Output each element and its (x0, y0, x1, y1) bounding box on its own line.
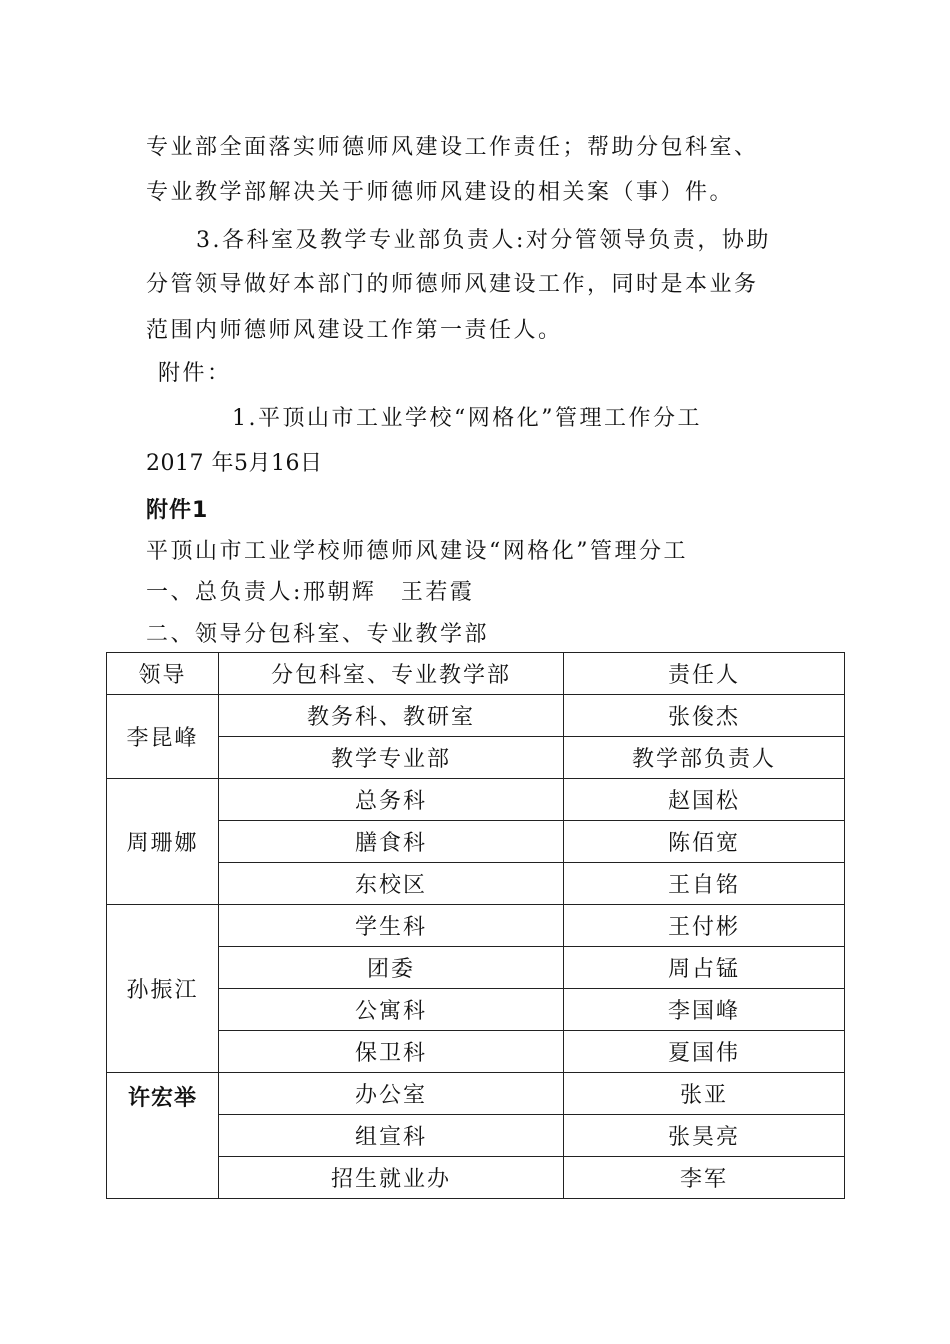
paragraph-line-4: 分管领导做好本部门的师德师风建设工作，同时是本业务 (146, 272, 759, 297)
paragraph-line-5: 范围内师德师风建设工作第一责任人。 (146, 318, 563, 343)
dept-cell: 学生科 (219, 905, 564, 947)
person-cell: 张俊杰 (564, 695, 845, 737)
attachment-item: 1.平顶山市工业学校“网格化”管理工作分工 (232, 406, 702, 431)
leader-cell: 李昆峰 (107, 695, 219, 779)
responsibility-table (106, 652, 845, 1199)
table-row (107, 905, 845, 947)
appendix-section-1: 一、总负责人:邢朝辉 王若霞 (146, 580, 475, 605)
table-row (107, 779, 845, 821)
person-cell: 陈佰宽 (564, 821, 845, 863)
dept-cell: 教学专业部 (219, 737, 564, 779)
dept-cell: 招生就业办 (219, 1157, 564, 1199)
header-person: 责任人 (564, 653, 845, 695)
appendix-title: 平顶山市工业学校师德师风建设“网格化”管理分工 (146, 539, 688, 564)
table-row (107, 695, 845, 737)
person-cell: 李军 (564, 1157, 845, 1199)
document-date: 2017 年5月16日 (146, 451, 323, 476)
table-header-row (107, 653, 845, 695)
appendix-heading: 附件1 (146, 498, 209, 523)
person-cell: 赵国松 (564, 779, 845, 821)
paragraph-line-1: 专业部全面落实师德师风建设工作责任；帮助分包科室、 (146, 135, 759, 160)
person-cell: 夏国伟 (564, 1031, 845, 1073)
dept-cell: 组宣科 (219, 1115, 564, 1157)
dept-cell: 教务科、教研室 (219, 695, 564, 737)
person-cell: 张亚 (564, 1073, 845, 1115)
dept-cell: 保卫科 (219, 1031, 564, 1073)
leader-cell: 孙振江 (107, 905, 219, 1073)
person-cell: 李国峰 (564, 989, 845, 1031)
leader-cell: 许宏举 (107, 1073, 219, 1199)
person-cell: 王付彬 (564, 905, 845, 947)
person-cell: 张昊亮 (564, 1115, 845, 1157)
header-leader: 领导 (107, 653, 219, 695)
paragraph-line-3: 3.各科室及教学专业部负责人:对分管领导负责，协助 (196, 228, 771, 253)
person-cell: 周占锰 (564, 947, 845, 989)
dept-cell: 公寓科 (219, 989, 564, 1031)
header-dept: 分包科室、专业教学部 (219, 653, 564, 695)
person-cell: 教学部负责人 (564, 737, 845, 779)
dept-cell: 膳食科 (219, 821, 564, 863)
dept-cell: 团委 (219, 947, 564, 989)
attachment-label: 附件： (158, 361, 232, 386)
table-row (107, 1073, 845, 1115)
person-cell: 王自铭 (564, 863, 845, 905)
dept-cell: 办公室 (219, 1073, 564, 1115)
dept-cell: 总务科 (219, 779, 564, 821)
paragraph-line-2: 专业教学部解决关于师德师风建设的相关案（事）件。 (146, 180, 735, 205)
appendix-section-2: 二、领导分包科室、专业教学部 (146, 622, 490, 647)
dept-cell: 东校区 (219, 863, 564, 905)
leader-cell: 周珊娜 (107, 779, 219, 905)
